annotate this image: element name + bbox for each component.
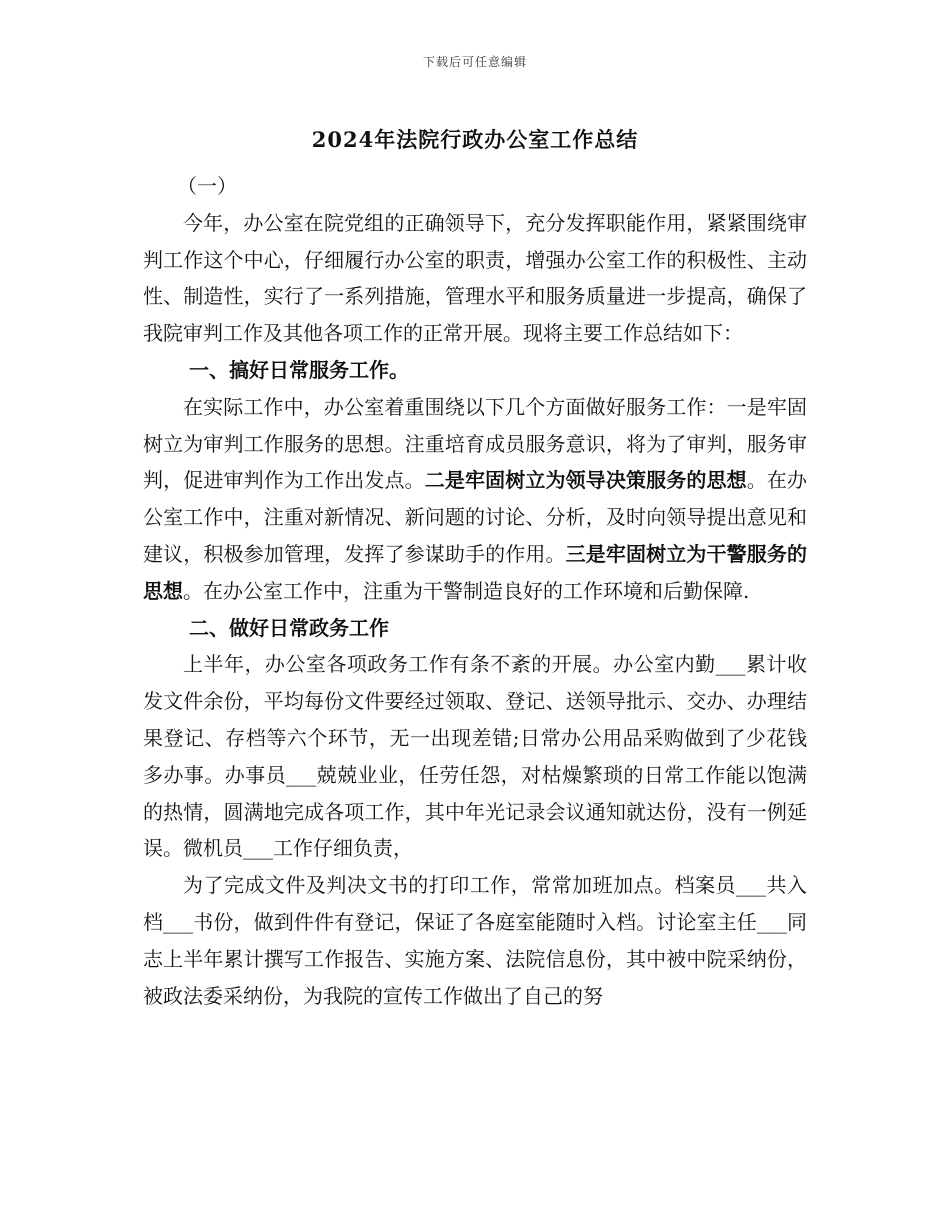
section-1-text-3: 。在办公室工作中，注重为干警制造良好的工作环境和后勤保障. (183, 578, 750, 603)
section-heading-2: 二、做好日常政务工作 (189, 615, 389, 640)
section-2-paragraph-2: 为了完成文件及判决文书的打印工作，常常加班加点。档案员___共入档___书份，做到件件有登记，保证了各庭室能随时入档。讨论室主任___同志上半年累计撰写工作报告、实施方案、法院信息份，其中被中院采纳份，被政法委采纳份，为我院的宣传工作做出了自己的努 (143, 873, 807, 1008)
section-1-emphasis-2: 三是牢固树立为干警服务的思想 (143, 541, 807, 603)
intro-paragraph: 今年，办公室在院党组的正确领导下，充分发挥职能作用，紧紧围绕审判工作这个中心，仔细履行办公室的职责，增强办公室工作的积极性、主动性、制造性，实行了一系列措施，管理水平和服务质量进一步提高，确保了我院审判工作及其他各项工作的正常开展。现将主要工作总结如下： (143, 210, 807, 346)
section-heading-1: 一、搞好日常服务工作。 (189, 357, 409, 382)
section-2-paragraph-1: 上半年，办公室各项政务工作有条不紊的开展。办公室内勤___累计收发文件余份，平均每份文件要经过领取、登记、送领导批示、交办、办理结果登记、存档等六个环节，无一出现差错;日常办公用品采购做到了少花钱多办事。办事员___兢兢业业，任劳任怨，对枯燥繁琐的日常工作能以饱满的热情，圆满地完成各项工作，其中年光记录会议通知就达份，没有一例延误。微机员___工作仔细负责， (143, 652, 807, 861)
section-1-text-1: 在实际工作中，办公室着重围绕以下几个方面做好服务工作：一是牢固树立为审判工作服务的思想。注重培育成员服务意识，将为了审判，服务审判，促进审判作为工作出发点。 (143, 394, 807, 493)
section-1-emphasis-1: 二是牢固树立为领导决策服务的思想 (424, 468, 747, 493)
document-body (143, 168, 807, 1014)
section-1-text-2: 。在办公室工作中，注重对新情况、新问题的讨论、分析，及时向领导提出意见和建议，积极参加管理，发挥了参谋助手的作用。 (143, 468, 807, 566)
document-title: 2024年法院行政办公室工作总结 (311, 127, 639, 152)
section-1-paragraph (143, 389, 807, 610)
page-header-note: 下载后可任意编辑 (422, 55, 527, 69)
part-label: （一） (177, 174, 237, 198)
